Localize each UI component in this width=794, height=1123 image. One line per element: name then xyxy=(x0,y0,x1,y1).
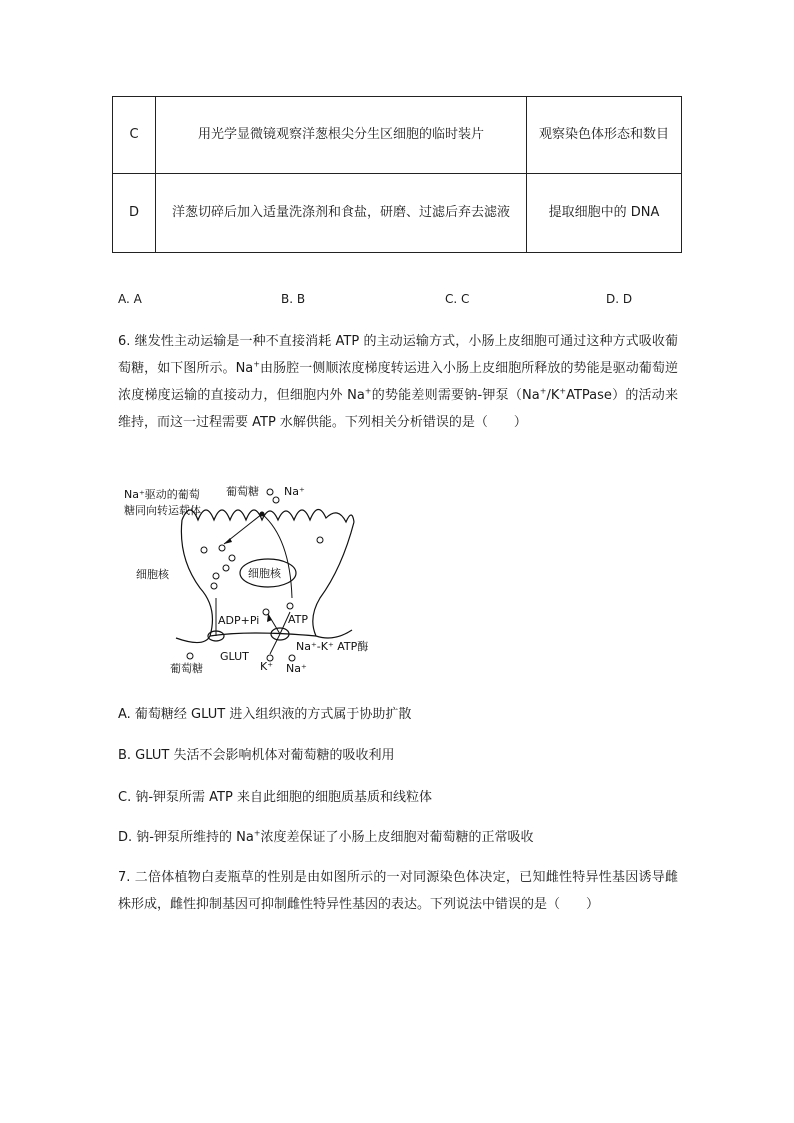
choice-c[interactable]: C. C xyxy=(445,292,470,306)
glut-label: GLUT xyxy=(220,650,249,663)
choice-d[interactable]: D. D xyxy=(606,292,633,306)
option-letter-cell: C xyxy=(113,97,156,174)
purpose-cell: 提取细胞中的 DNA xyxy=(527,174,682,253)
option-a[interactable]: A. 葡萄糖经 GLUT 进入组织液的方式属于协助扩散 xyxy=(118,707,412,722)
option-d[interactable]: D. 钠-钾泵所维持的 Na+浓度差保证了小肠上皮细胞对葡萄糖的正常吸收 xyxy=(118,828,534,845)
method-cell: 用光学显微镜观察洋葱根尖分生区细胞的临时装片 xyxy=(156,97,527,174)
question-7-stem: 7. 二倍体植物白麦瓶草的性别是由如图所示的一对同源染色体决定，已知雌性特异性基因诱导雌株形成，雌性抑制基因可抑制雌性特异性基因的表达。下列说法中错误的是（ ） xyxy=(118,870,678,912)
experiment-table xyxy=(112,96,682,253)
glucose-label-top: 葡萄糖 xyxy=(226,485,259,498)
q5-choices xyxy=(118,292,638,310)
sodium-label-bottom: Na⁺ xyxy=(286,662,307,675)
carrier-label-2: 糖同向转运载体 xyxy=(124,504,201,517)
option-c[interactable]: C. 钠-钾泵所需 ATP 来自此细胞的细胞质基质和线粒体 xyxy=(118,790,432,805)
potassium-label: K⁺ xyxy=(260,660,274,673)
pump-label: Na⁺-K⁺ ATP酶 xyxy=(296,640,369,653)
cotransport-diagram xyxy=(120,478,400,684)
table-row xyxy=(113,174,682,253)
choice-a[interactable]: A. A xyxy=(118,292,142,306)
sodium-label-top: Na⁺ xyxy=(284,485,305,498)
atp-label: ATP xyxy=(288,613,309,626)
adp-label: ADP+Pi xyxy=(218,614,260,627)
choice-b[interactable]: B. B xyxy=(281,292,306,306)
option-letter-cell: D xyxy=(113,174,156,253)
method-cell: 洋葱切碎后加入适量洗涤剂和食盐，研磨、过滤后弃去滤液 xyxy=(156,174,527,253)
table-row xyxy=(113,97,682,174)
nucleus-label-center: 细胞核 xyxy=(248,567,281,580)
carrier-label: Na⁺驱动的葡萄 xyxy=(124,488,200,501)
nucleus-label-left: 细胞核 xyxy=(136,568,169,581)
option-b[interactable]: B. GLUT 失活不会影响机体对葡萄糖的吸收利用 xyxy=(118,748,395,763)
question-6-stem: 6. 继发性主动运输是一种不直接消耗 ATP 的主动运输方式，小肠上皮细胞可通过这种方式吸收葡萄糖，如下图所示。Na+由肠腔一侧顺浓度梯度转运进入小肠上皮细胞所释放的势能是驱动葡萄逆浓度梯度运输的直接动力，但细胞内外 Na+的势能差则需要钠-钾泵（Na+/K+ATPase）的活动来维持，而这一过程需要 ATP 水解供能。下列相关分析错误的是（ ） xyxy=(118,334,678,430)
purpose-cell: 观察染色体形态和数目 xyxy=(527,97,682,174)
glucose-label-bottom: 葡萄糖 xyxy=(170,662,203,675)
